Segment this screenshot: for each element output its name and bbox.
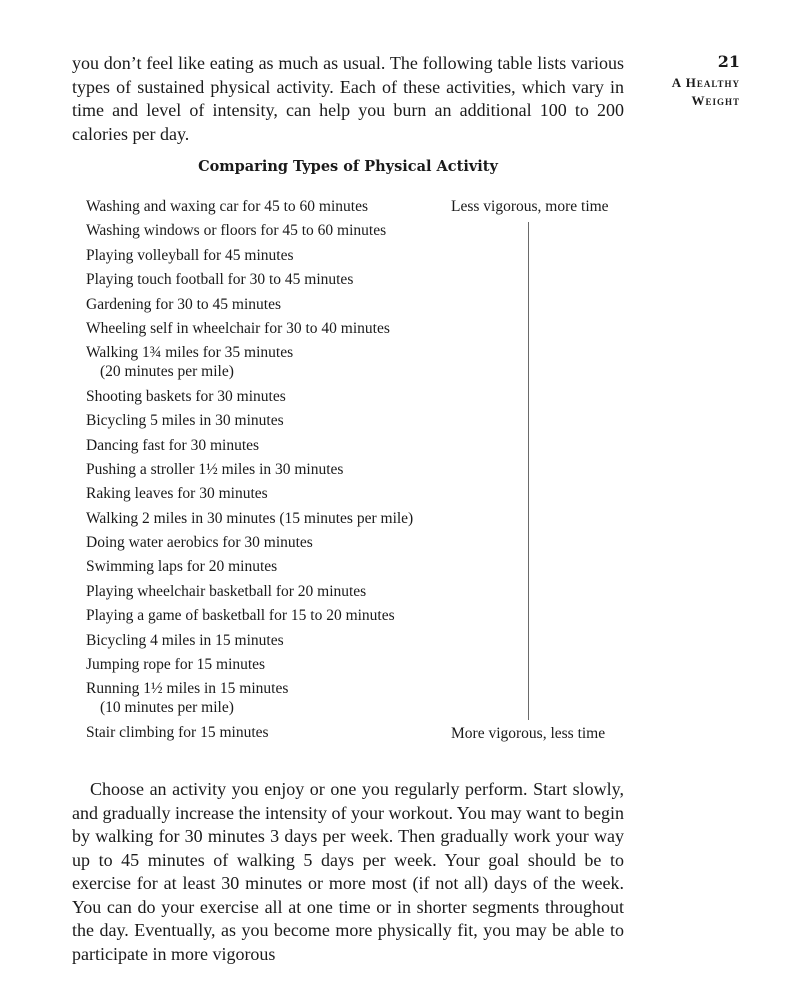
list-item: Pushing a stroller 1½ miles in 30 minutes: [86, 460, 344, 478]
list-item: Jumping rope for 15 minutes: [86, 656, 266, 674]
list-item: Gardening for 30 to 45 minutes: [86, 295, 282, 313]
list-item: Washing and waxing car for 45 to 60 minutes: [86, 198, 368, 215]
list-item: [86, 343, 446, 381]
list-item: Wheeling self in wheelchair for 30 to 40 minutes: [86, 319, 390, 337]
list-item: Playing wheelchair basketball for 20 minutes: [86, 582, 367, 600]
list-item: Playing touch football for 30 to 45 minutes: [86, 271, 354, 289]
list-item: Walking 2 miles in 30 minutes (15 minutes per mile): [86, 509, 414, 527]
scale-divider-line: [528, 222, 529, 720]
list-item-line: Walking 1¾ miles for 35 minutes: [86, 344, 294, 362]
list-item: Playing a game of basketball for 15 to 20 minutes: [86, 607, 395, 625]
page-number: 21: [717, 52, 740, 71]
running-head-line2: Weight: [691, 93, 740, 108]
intro-paragraph: you don’t feel like eating as much as usual. The following table lists various types of sustained physical activity. Each of these activities, which vary in time and level of intensity, can help you burn an additional 100 to 200 calories per day.: [72, 53, 624, 144]
activity-list: [86, 197, 446, 747]
list-item: Playing volleyball for 45 minutes: [86, 246, 294, 264]
list-item-continuation: (20 minutes per mile): [100, 363, 234, 381]
list-item: Bicycling 5 miles in 30 minutes: [86, 412, 284, 430]
list-item: Dancing fast for 30 minutes: [86, 436, 260, 454]
scale-label-bottom: More vigorous, less time: [451, 725, 606, 742]
list-item: Swimming laps for 20 minutes: [86, 558, 278, 576]
table-title: Comparing Types of Physical Activity: [198, 158, 498, 175]
list-item-line: Running 1½ miles in 15 minutes: [86, 680, 289, 698]
list-item-continuation: (10 minutes per mile): [100, 699, 234, 717]
list-item: Raking leaves for 30 minutes: [86, 485, 268, 503]
list-item: Bicycling 4 miles in 15 minutes: [86, 631, 284, 649]
list-item: [86, 679, 446, 717]
body-paragraph: Choose an activity you enjoy or one you regularly perform. Start slowly, and gradually increase the intensity of your workout. You may want to begin by walking for 30 minutes 3 days per week. Then gradually work your way up to 45 minutes of walking 5 days per week. Your goal should be to exercise for at least 30 minutes or more most (if not all) days of the week. You can do your exercise all at one time or in shorter segments throughout the day. Eventually, as you become more physically fit, you may be able to participate in more vigorous: [72, 779, 624, 964]
scale-label-top: Less vigorous, more time: [451, 198, 609, 215]
running-head-line1: A Healthy: [671, 75, 740, 90]
list-item: Shooting baskets for 30 minutes: [86, 387, 286, 405]
list-item: Stair climbing for 15 minutes: [86, 723, 269, 741]
list-item: Doing water aerobics for 30 minutes: [86, 534, 313, 552]
list-item: Washing windows or floors for 45 to 60 minutes: [86, 222, 387, 240]
